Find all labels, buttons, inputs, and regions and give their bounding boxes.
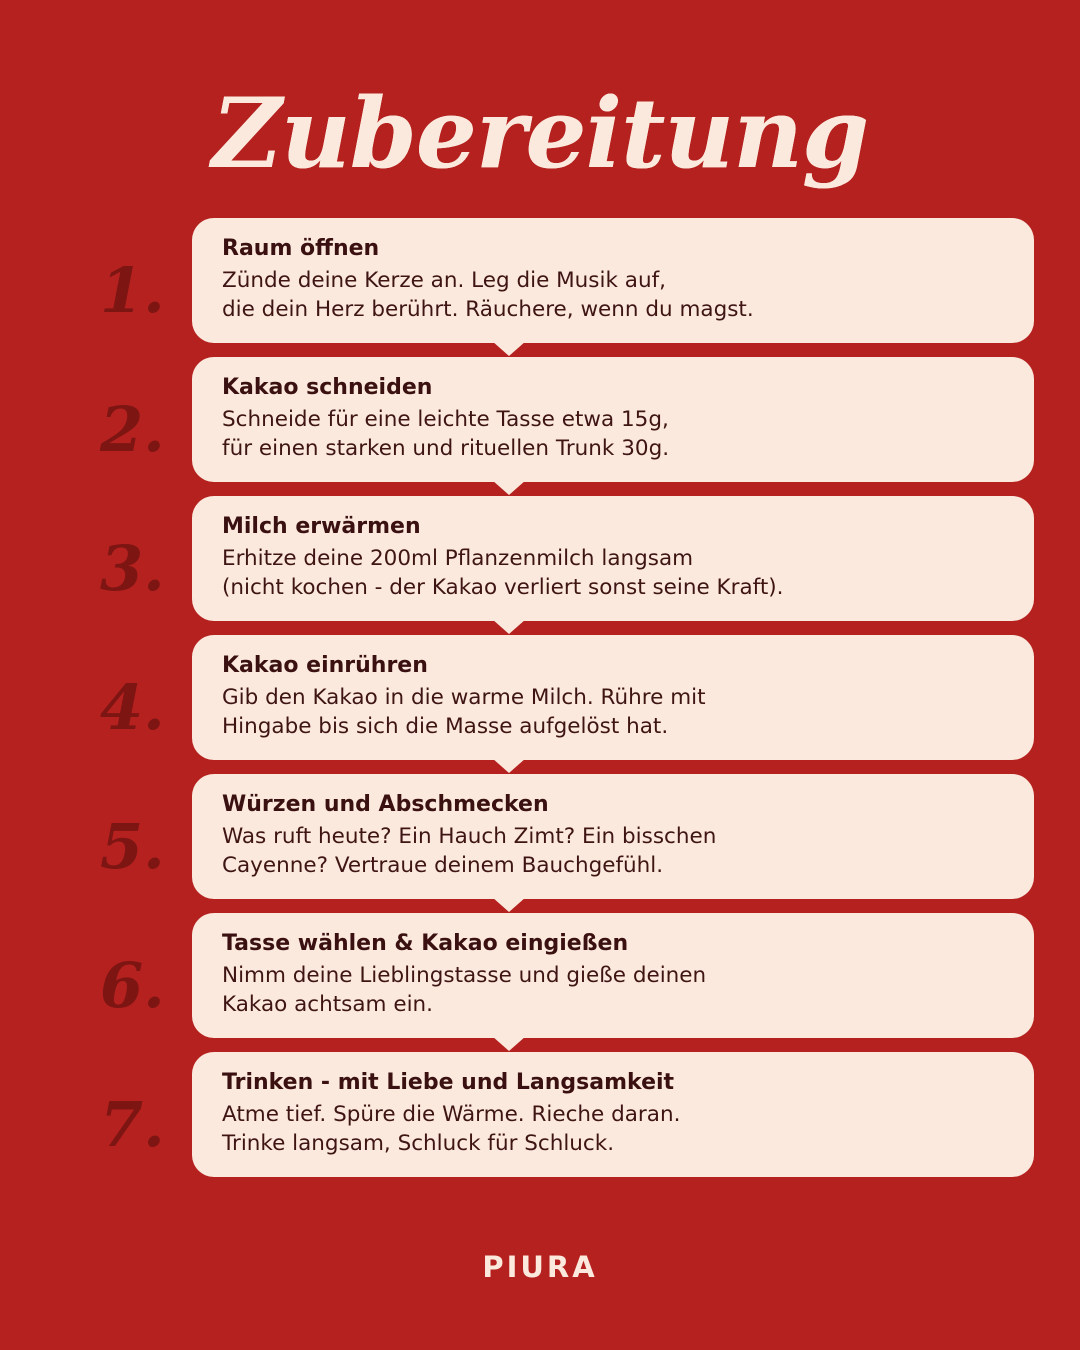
brand-wordmark: PIURA — [482, 1250, 598, 1284]
step-text-line: Zünde deine Kerze an. Leg die Musik auf, — [222, 267, 666, 293]
step-card — [192, 218, 1034, 343]
step-title: Tasse wählen & Kakao eingießen — [222, 931, 629, 957]
title-section — [0, 0, 1080, 190]
step-text-line: (nicht kochen - der Kakao verliert sonst seine Kraft). — [222, 574, 784, 600]
footer — [0, 1250, 1080, 1350]
step-item — [92, 496, 1034, 621]
step-card — [192, 357, 1034, 482]
step-text-line: Gib den Kakao in die warme Milch. Rühre mit — [222, 684, 706, 710]
step-item — [92, 774, 1034, 899]
steps-list — [0, 218, 1080, 1177]
step-title: Trinken - mit Liebe und Langsamkeit — [222, 1070, 675, 1096]
step-card — [192, 496, 1034, 621]
step-number: 4. — [100, 670, 165, 744]
step-number: 5. — [100, 809, 165, 883]
step-text-line: Cayenne? Vertraue deinem Bauchgefühl. — [222, 853, 664, 879]
step-card — [192, 774, 1034, 899]
step-item — [92, 635, 1034, 760]
step-title: Kakao schneiden — [222, 375, 433, 401]
step-item — [92, 357, 1034, 482]
step-text-line: Kakao achtsam ein. — [222, 992, 434, 1018]
step-text-line: Schneide für eine leichte Tasse etwa 15g, — [222, 406, 669, 432]
step-number: 1. — [100, 253, 165, 327]
step-title: Kakao einrühren — [222, 653, 428, 679]
step-text-line: Hingabe bis sich die Masse aufgelöst hat. — [222, 714, 669, 740]
step-card — [192, 1052, 1034, 1177]
page-title: Zubereitung — [211, 77, 869, 190]
step-number: 6. — [100, 948, 165, 1022]
step-item — [92, 1052, 1034, 1177]
step-title: Würzen und Abschmecken — [222, 792, 549, 818]
step-text-line: Was ruft heute? Ein Hauch Zimt? Ein bisschen — [222, 823, 717, 849]
step-number: 2. — [100, 392, 165, 466]
step-text-line: Nimm deine Lieblingstasse und gieße deinen — [222, 962, 707, 988]
step-text-line: die dein Herz berührt. Räuchere, wenn du magst. — [222, 296, 754, 322]
step-text-line: Trinke langsam, Schluck für Schluck. — [222, 1131, 615, 1157]
step-item — [92, 913, 1034, 1038]
step-title: Milch erwärmen — [222, 514, 421, 540]
step-card — [192, 635, 1034, 760]
step-text-line: für einen starken und rituellen Trunk 30g. — [222, 435, 670, 461]
step-card — [192, 913, 1034, 1038]
step-number: 7. — [100, 1087, 165, 1161]
step-item — [92, 218, 1034, 343]
step-number: 3. — [100, 531, 165, 605]
step-text-line: Erhitze deine 200ml Pflanzenmilch langsam — [222, 545, 694, 571]
step-text-line: Atme tief. Spüre die Wärme. Rieche daran. — [222, 1101, 681, 1127]
step-title: Raum öffnen — [222, 236, 380, 261]
